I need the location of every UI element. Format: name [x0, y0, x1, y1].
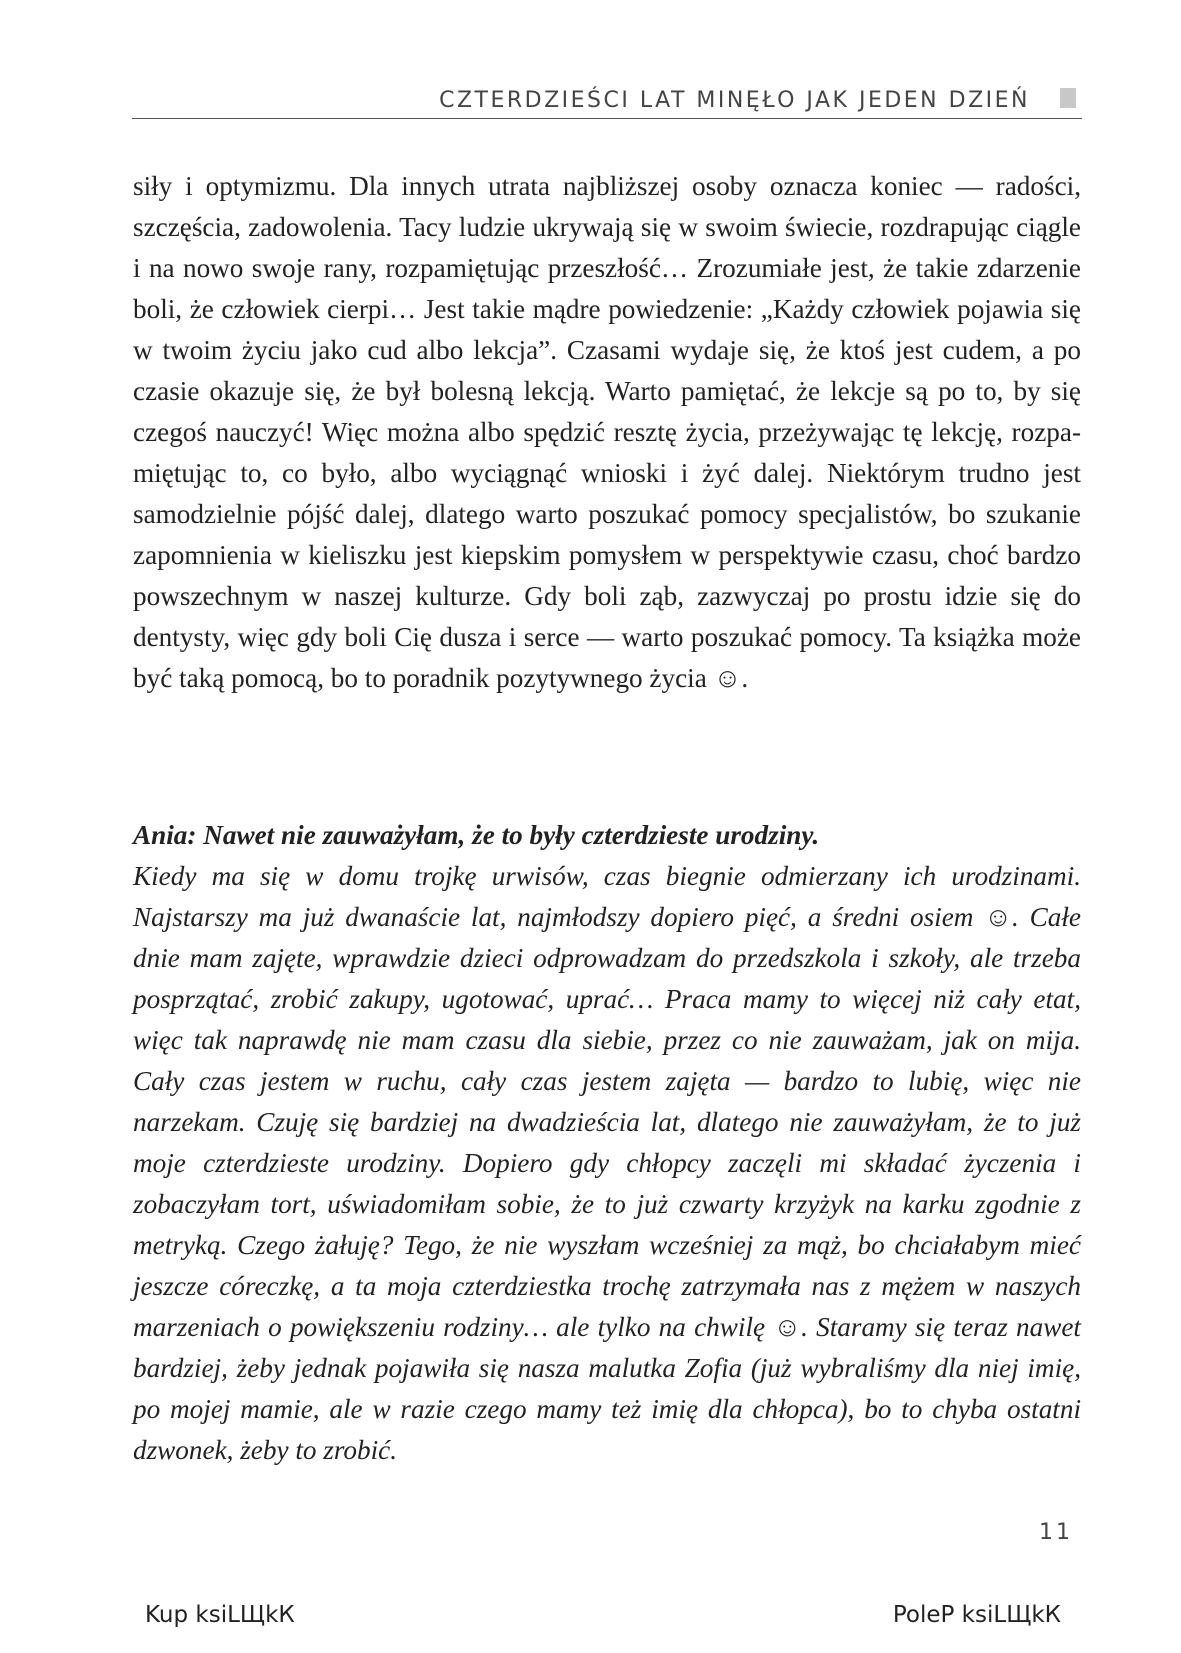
buy-book-link[interactable]: Kup ksiLЩkК — [145, 1602, 295, 1628]
interview-text: Kiedy ma się w domu trojkę urwisów, czas biegnie odmierzany ich urodzinami. Najstarszy ma już dwanaście lat, najmłodszy dopiero pięć, a średni osiem ☺. Całe dnie mam zajęte, wprawdzie dzieci odprowadzam do przedszkola i szkoły, ale trzeba posprzątać, zrobić zakupy, ugotować, uprać… Praca mamy to więcej niż cały etat, więc tak naprawdę nie mam czasu dla siebie, przez co nie zauważam, jak on mija. Cały czas jestem w ruchu, cały czas jestem zajęta — bardzo to lubię, więc nie narzekam. Czuję się bardziej na dwadzieścia lat, dlatego nie zauważyłam, że to już moje czterdzieste urodziny. Dopiero gdy chłopcy zaczęli mi składać życzenia i zobaczyłam tort, uświadomiłam sobie, że to już czwarty krzyżyk na karku zgodnie z metryką. Czego żałuję? Tego, że nie wyszłam wcześniej za mąż, bo chciałabym mieć jeszcze córeczkę, a ta moja czterdziestka trochę zatrzymała nas z mężem w naszych marzeniach o powiększeniu rodziny… ale tylko na chwilę ☺. Staramy się teraz nawet bardziej, żeby jednak pojawiła się nasza malutka Zofia (już wybraliśmy dla niej imię, po mojej mamie, ale w razie czego mamy też imię dla chłopca), bo to chyba ostatni dzwonek, żeby to zrobić. — [133, 861, 1081, 1465]
running-header — [132, 82, 1082, 119]
running-title: CZTERDZIEŚCI LAT MINĘŁO JAK JEDEN DZIEŃ — [439, 88, 1030, 113]
page-number: 11 — [1039, 1520, 1073, 1545]
recommend-book-link[interactable]: PoleР ksiLЩkК — [892, 1602, 1061, 1628]
header-marker-block — [1060, 88, 1076, 108]
interview-heading: Ania: Nawet nie zauważyłam, że to były czterdzieste urodziny. — [133, 820, 820, 850]
interview-section — [133, 815, 1081, 1471]
body-paragraph: siły i optymizmu. Dla innych utrata najbliższej osoby oznacza koniec — radości, szczęścia, zadowolenia. Tacy ludzie ukrywają się w swoim świecie, rozdrapując ciągle i na nowo swoje rany, rozpamiętując przeszłość… Zrozumiałe jest, że takie zdarzenie boli, że człowiek cierpi… Jest takie mądre powiedzenie: „Każdy człowiek pojawia się w twoim życiu jako cud albo lekcja”. Czasami wydaje się, że ktoś jest cudem, a po czasie okazuje się, że był bolesną lekcją. Warto pamiętać, że lekcje są po to, by się czegoś nauczyć! Więc można albo spędzić resztę życia, przeżywając tę lekcję, rozpamiętując to, co było, albo wyciągnąć wnioski i żyć dalej. Niektórym trudno jest samodzielnie pójść dalej, dlatego warto poszukać pomocy specjalistów, bo szukanie zapomnienia w kieliszku jest kiepskim pomysłem w perspektywie czasu, choć bardzo powszechnym w naszej kulturze. Gdy boli ząb, zazwyczaj po prostu idzie się do dentysty, więc gdy boli Cię dusza i serce — warto poszukać pomocy. Ta książka może być taką pomocą, bo to poradnik pozytywnego życia ☺. — [133, 171, 1081, 693]
